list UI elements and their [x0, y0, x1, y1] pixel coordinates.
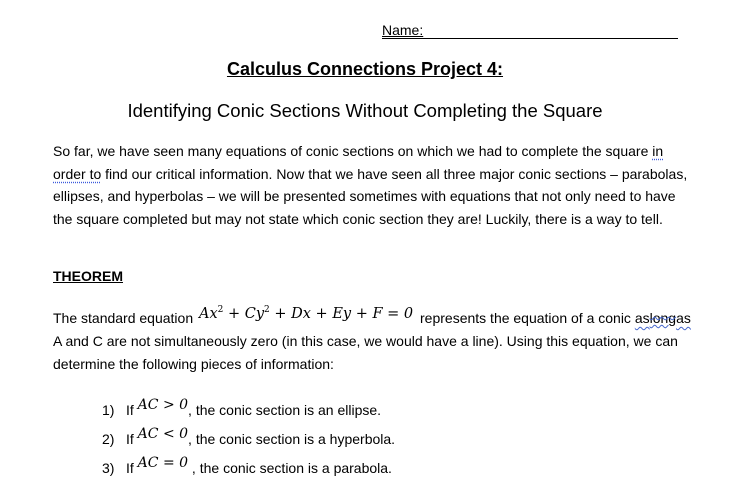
- intro-underlined-phrase: in order to: [53, 143, 664, 182]
- list-item: [102, 396, 395, 425]
- case-number: 2): [102, 431, 115, 447]
- intro-paragraph: [53, 140, 693, 230]
- intro-text-1: So far, we have seen many equations of conic sections on which we had to complete the square: [53, 143, 653, 159]
- theorem-text-3: A and C are not simultaneously zero (in this case, we would have a line). Using this equation, we can determine the following pieces of information:: [53, 333, 678, 372]
- case-result: , the conic section is a parabola.: [188, 460, 392, 476]
- case-condition: AC > 0: [137, 397, 189, 413]
- list-item: [102, 454, 395, 483]
- theorem-text-1: The standard equation: [53, 309, 197, 326]
- case-number: 3): [102, 460, 115, 476]
- cases-list: [102, 396, 395, 483]
- intro-text-2: find our critical information. Now that we have seen all three major conic sections – parabolas, ellipses, and hyperbolas – we will be presented sometimes with equations that not only need to have the square completed but may not state which conic section they are! Luckily, there is a way to tell.: [53, 165, 688, 227]
- case-prefix: If: [126, 431, 138, 447]
- grammar-flag-as-2: as: [676, 309, 691, 326]
- case-condition: AC < 0: [137, 426, 189, 442]
- case-result: , the conic section is an ellipse.: [188, 402, 382, 418]
- case-condition: AC = 0: [137, 455, 189, 471]
- grammar-flag-long: long: [649, 309, 677, 326]
- title-text: Calculus Connections Project 4:: [226, 59, 504, 79]
- grammar-flag-as: as: [634, 309, 650, 326]
- case-number: 1): [102, 402, 115, 418]
- name-field[interactable]: [382, 22, 678, 39]
- case-prefix: If: [126, 402, 138, 418]
- standard-equation: $Ax^2 + Cy^2 + Dx + Ey + F = 0$: [199, 305, 414, 322]
- theorem-paragraph: [53, 304, 693, 375]
- name-label: Name:: [382, 22, 424, 38]
- document-title: [0, 58, 730, 80]
- list-item: [102, 425, 395, 454]
- theorem-text-2: represents the equation of a conic: [416, 309, 635, 326]
- case-prefix: If: [126, 460, 138, 476]
- theorem-heading: THEOREM: [53, 268, 123, 284]
- case-result: , the conic section is a hyperbola.: [188, 431, 396, 447]
- document-subtitle: Identifying Conic Sections Without Completing the Square: [127, 100, 603, 121]
